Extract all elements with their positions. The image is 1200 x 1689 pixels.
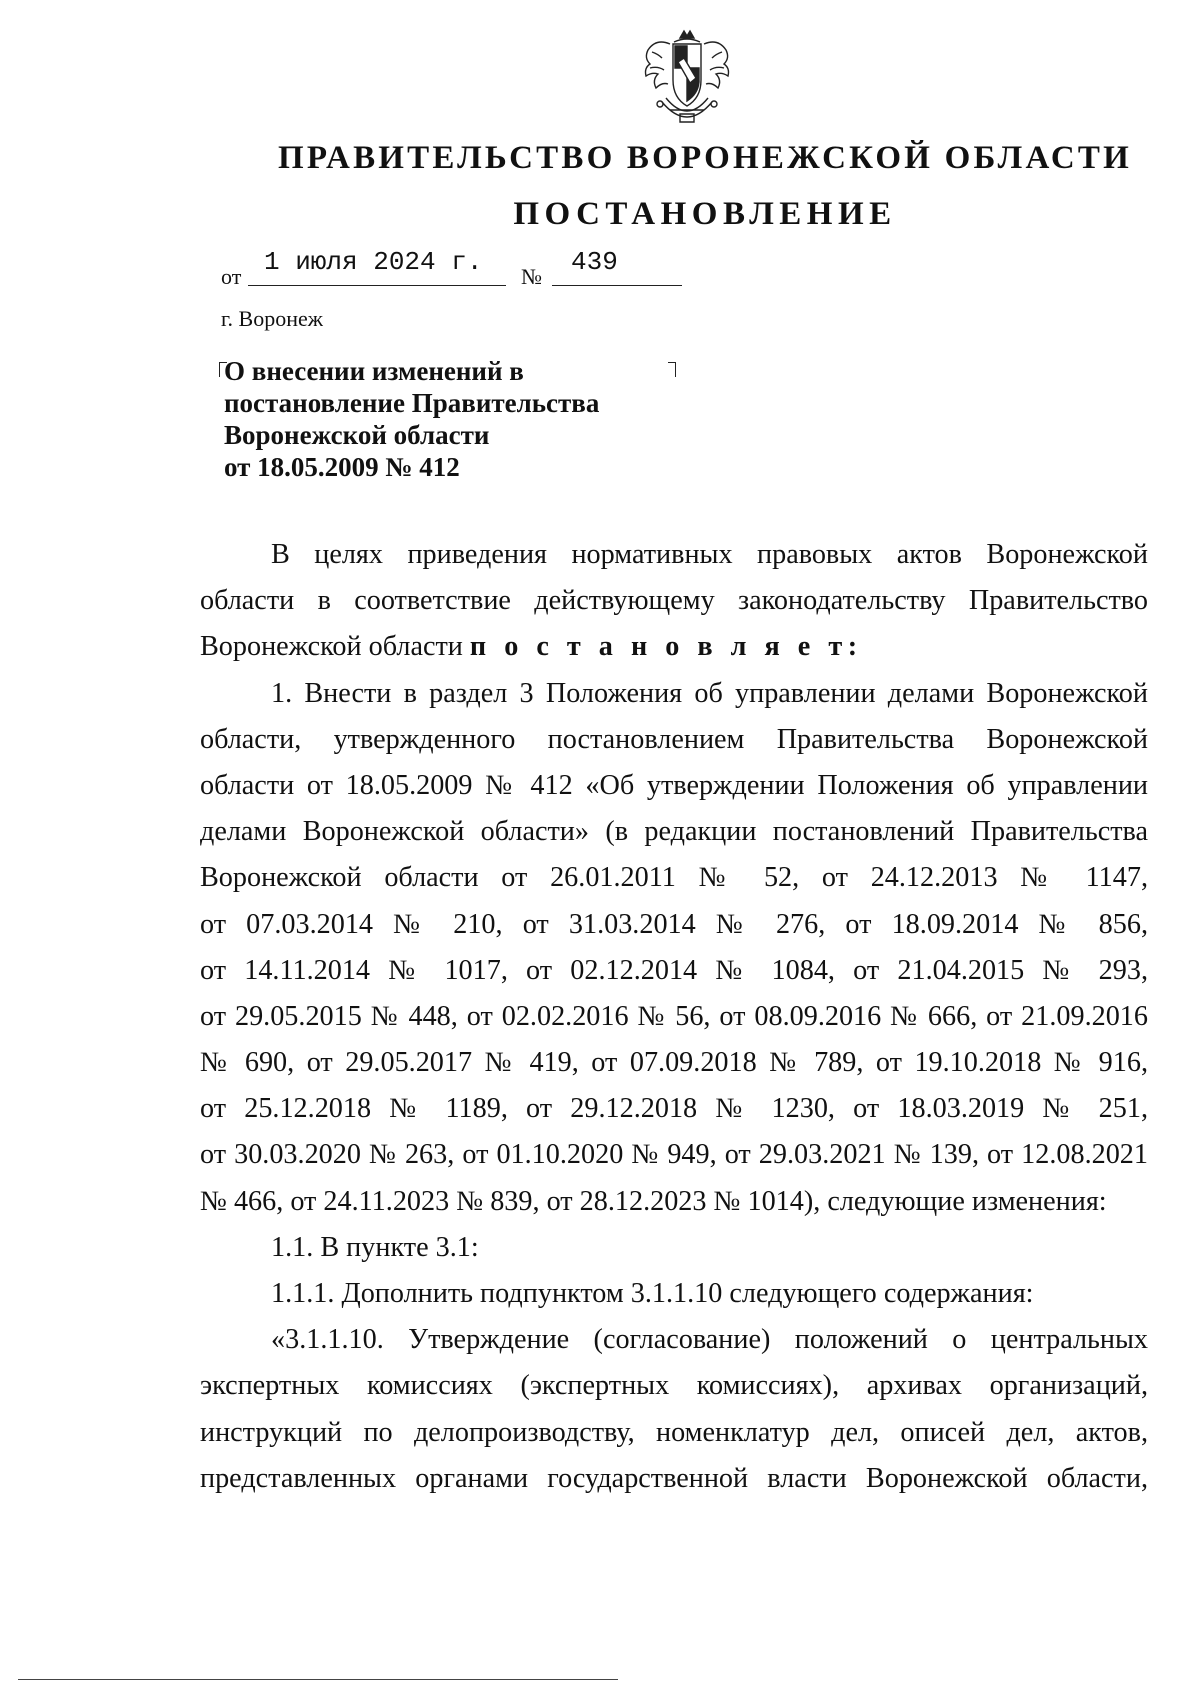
date-from-label: от — [221, 264, 242, 289]
body-line: от 29.05.2015 № 448, от 02.02.2016 № 56, от 08.09.2016 № 666, от 21.09.2016 — [200, 1000, 1148, 1032]
document-date: 1 июля 2024 г. — [264, 247, 483, 277]
body-line: представленных органами государственной власти Воронежской области, — [200, 1462, 1148, 1494]
government-title: ПРАВИТЕЛЬСТВО ВОРОНЕЖСКОЙ ОБЛАСТИ — [278, 140, 1132, 176]
number-underline — [552, 285, 682, 286]
body-line: от 14.11.2014 № 1017, от 02.12.2014 № 1084, от 21.04.2015 № 293, — [200, 954, 1148, 986]
subject-line: от 18.05.2009 № 412 — [224, 452, 460, 482]
footer-rule — [18, 1679, 618, 1680]
subject-line: постановление Правительства — [224, 388, 600, 418]
body-line: инструкций по делопроизводству, номенклатур дел, описей дел, актов, — [200, 1416, 1148, 1448]
document-type-title: ПОСТАНОВЛЕНИЕ — [513, 196, 897, 232]
coat-of-arms-icon — [640, 28, 734, 128]
document-body — [200, 532, 1148, 1502]
body-line: от 30.03.2020 № 263, от 01.10.2020 № 949, от 29.03.2021 № 139, от 12.08.2021 — [200, 1139, 1148, 1171]
subject-line: О внесении изменений в — [224, 356, 524, 386]
body-line: № 466, от 24.11.2023 № 839, от 28.12.2023 № 1014), следующие изменения: — [200, 1185, 1107, 1217]
body-line: от 07.03.2014 № 210, от 31.03.2014 № 276, от 18.09.2014 № 856, — [200, 908, 1148, 940]
body-line: «3.1.1.10. Утверждение (согласование) положений о центральных — [271, 1324, 1148, 1356]
body-line-decree — [200, 624, 1148, 670]
body-line: № 690, от 29.05.2017 № 419, от 07.09.2018 № 789, от 19.10.2018 № 916, — [200, 1047, 1148, 1079]
document-number: 439 — [571, 247, 618, 277]
body-line: от 25.12.2018 № 1189, от 29.12.2018 № 1230, от 18.03.2019 № 251, — [200, 1093, 1148, 1125]
body-line: 1.1. В пункте 3.1: — [271, 1231, 479, 1263]
subject-line: Воронежской области — [224, 420, 490, 450]
body-line: области от 18.05.2009 № 412 «Об утверждении Положения об управлении — [200, 769, 1148, 801]
document-subject — [224, 355, 684, 483]
body-line: экспертных комиссиях (экспертных комиссиях), архивах организаций, — [200, 1370, 1148, 1402]
body-line: Воронежской области от 26.01.2011 № 52, от 24.12.2013 № 1147, — [200, 862, 1148, 894]
body-line-text: Воронежской области — [200, 631, 470, 663]
body-line: 1. Внести в раздел 3 Положения об управлении делами Воронежской — [271, 677, 1148, 709]
body-line: области, утвержденного постановлением Правительства Воронежской — [200, 723, 1148, 755]
body-line: области в соответствие действующему законодательству Правительство — [200, 585, 1148, 617]
number-label: № — [521, 264, 542, 289]
decree-word: п о с т а н о в л я е т: — [469, 631, 863, 663]
city-name: г. Воронеж — [221, 306, 323, 331]
body-line: В целях приведения нормативных правовых актов Воронежской — [271, 539, 1148, 570]
body-line: делами Воронежской области» (в редакции постановлений Правительства — [200, 816, 1148, 848]
body-line: 1.1.1. Дополнить подпунктом 3.1.1.10 следующего содержания: — [271, 1278, 1034, 1309]
date-underline — [248, 285, 506, 286]
